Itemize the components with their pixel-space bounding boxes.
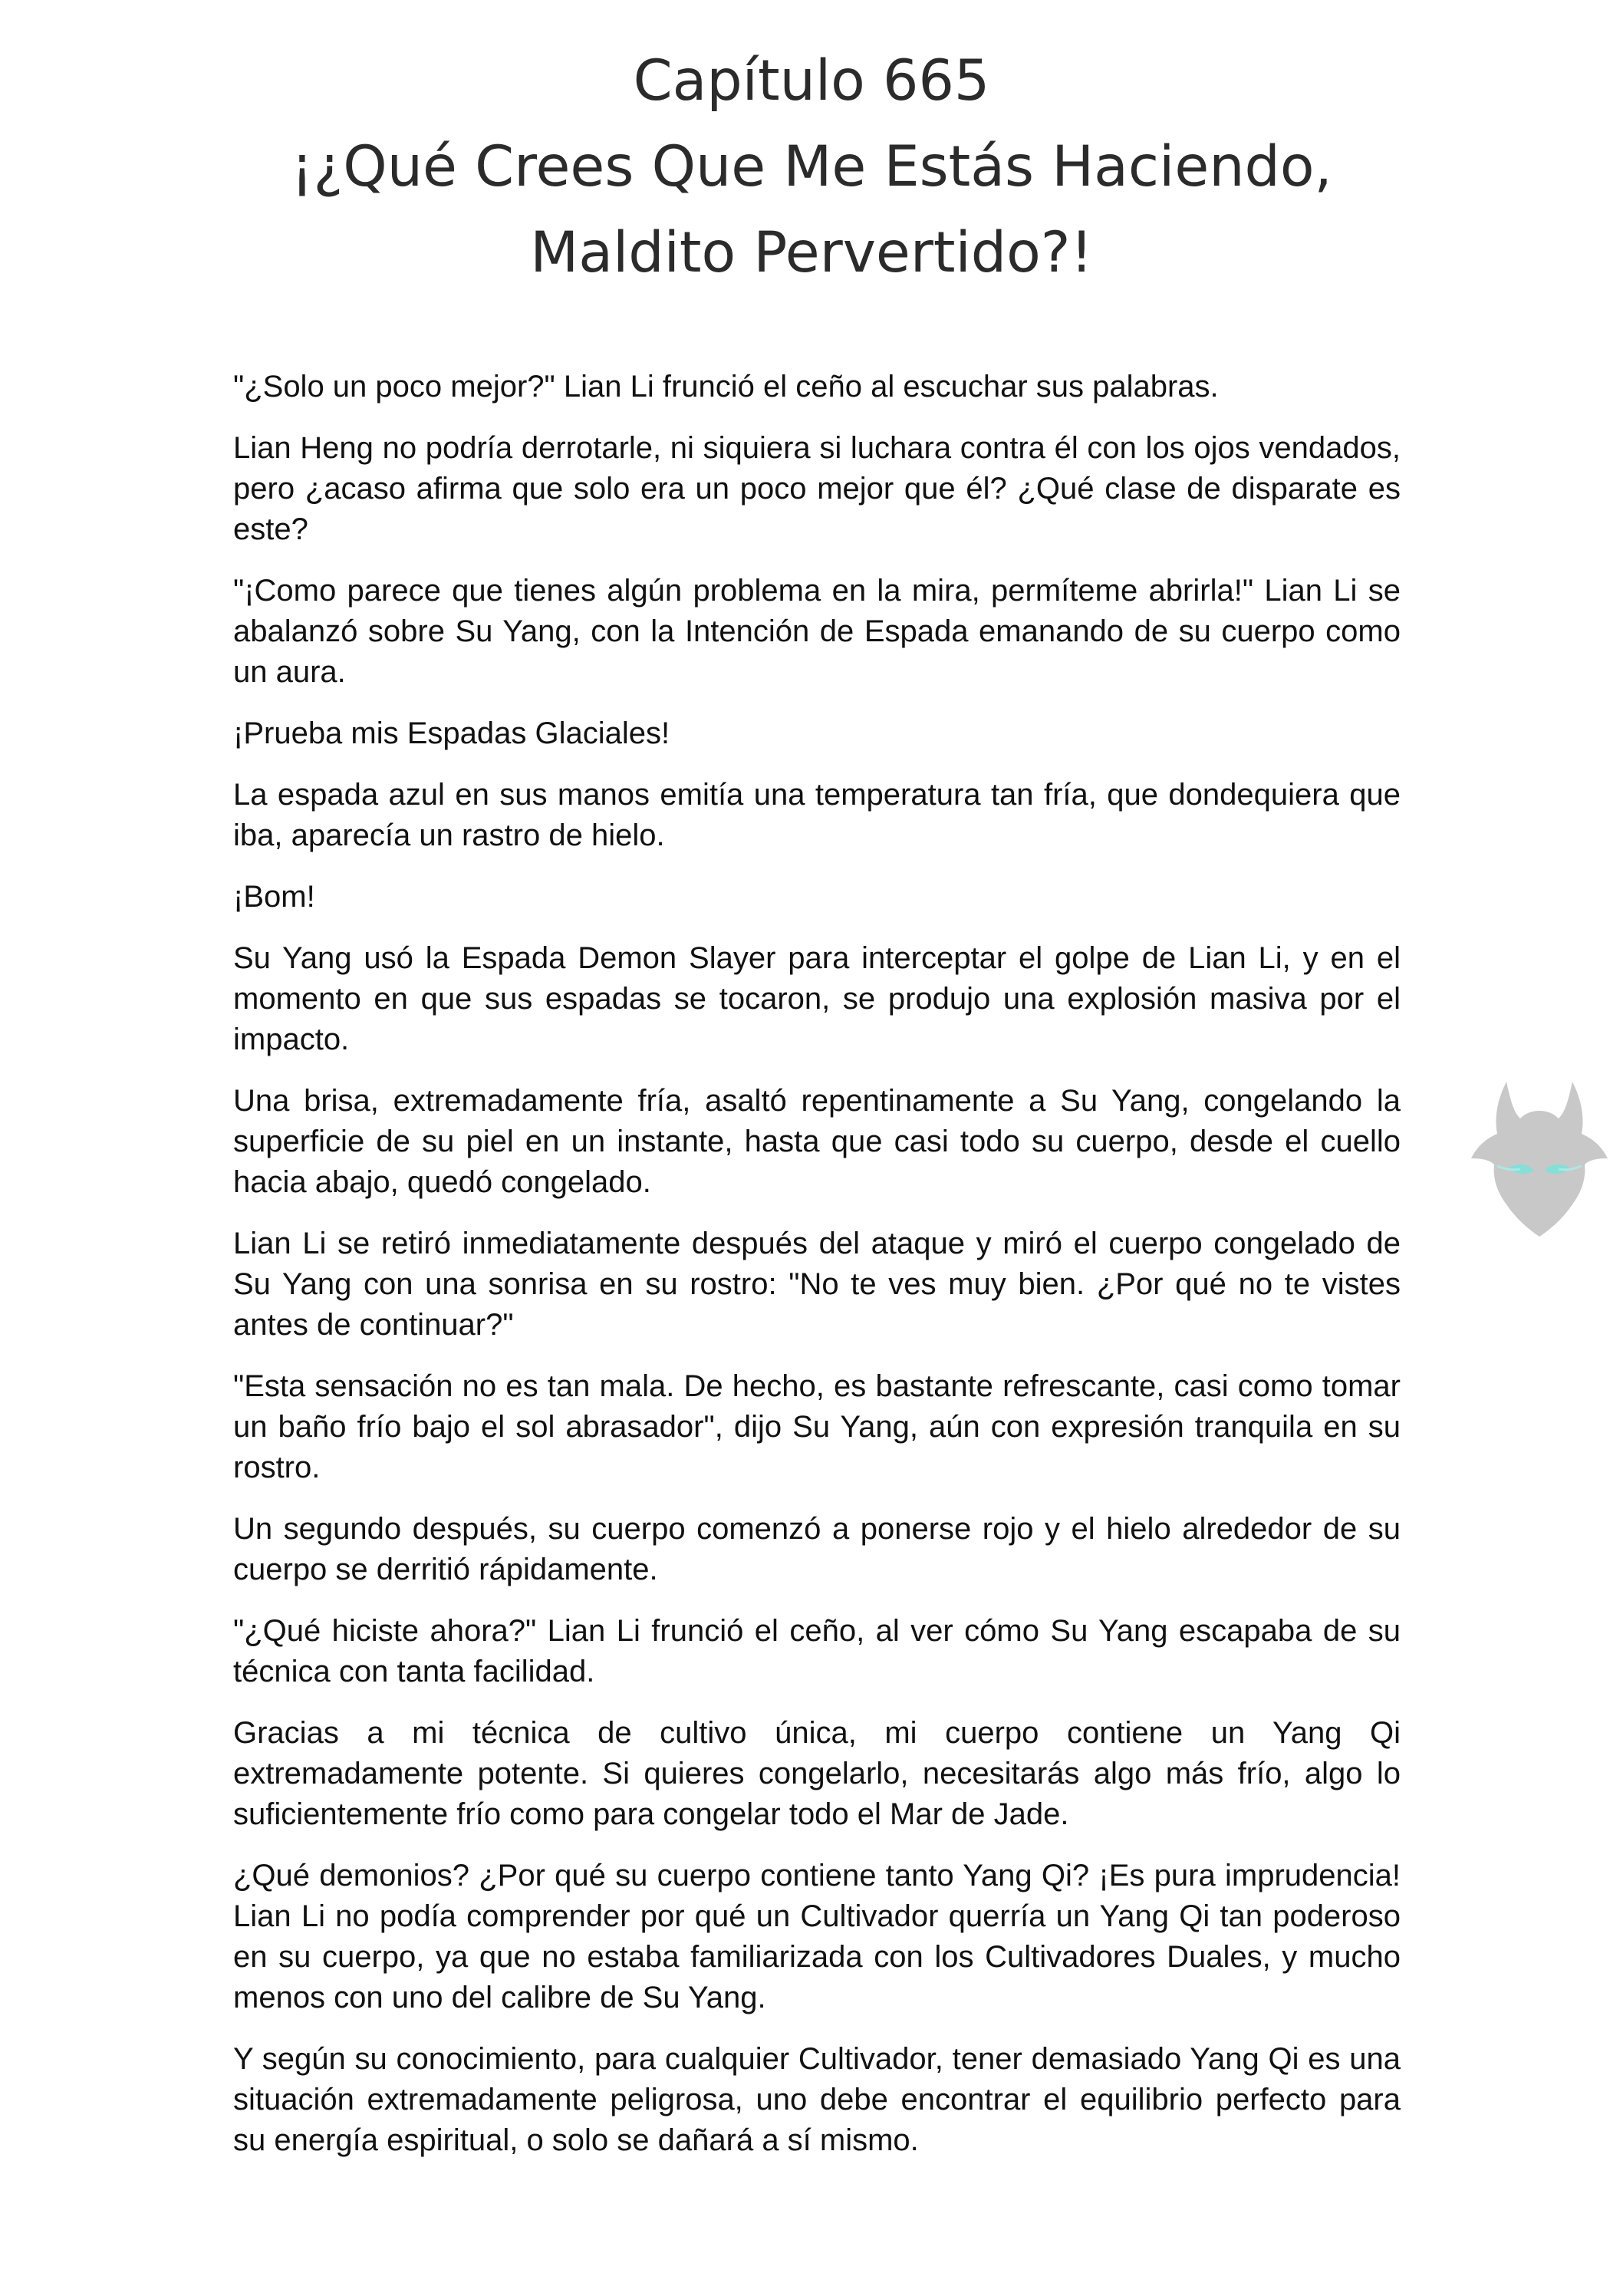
chapter-body — [233, 367, 1401, 2182]
paragraph-3: "¡Como parece que tienes algún problema en la mira, permíteme abrirla!" Lian Li se abalanzó sobre Su Yang, con la Intención de Espada emanando de su cuerpo como un aura. — [233, 574, 1401, 689]
chapter-title — [0, 38, 1623, 296]
chapter-title-line-1: ¡¿Qué Crees Que Me Estás Haciendo, — [291, 134, 1332, 199]
paragraph-8: Una brisa, extremadamente fría, asaltó repentinamente a Su Yang, congelando la superficie de su piel en un instante, hasta que casi todo su cuerpo, desde el cuello hacia abajo, quedó congelado. — [233, 1084, 1401, 1199]
paragraph-11: Un segundo después, su cuerpo comenzó a ponerse rojo y el hielo alrededor de su cuerpo se derritió rápidamente. — [233, 1512, 1401, 1586]
demon-head-logo-icon — [1467, 1072, 1612, 1241]
paragraph-2: Lian Heng no podría derrotarle, ni siquiera si luchara contra él con los ojos vendados, pero ¿acaso afirma que solo era un poco mejor que él? ¿Qué clase de disparate es este? — [233, 431, 1401, 546]
paragraph-4: ¡Prueba mis Espadas Glaciales! — [233, 716, 670, 750]
paragraph-5: La espada azul en sus manos emitía una temperatura tan fría, que dondequiera que iba, aparecía un rastro de hielo. — [233, 778, 1401, 852]
chapter-title-line-2: Maldito Pervertido?! — [530, 220, 1093, 285]
paragraph-1: "¿Solo un poco mejor?" Lian Li frunció el ceño al escuchar sus palabras. — [233, 370, 1219, 404]
paragraph-6: ¡Bom! — [233, 880, 315, 914]
paragraph-13: Gracias a mi técnica de cultivo única, mi cuerpo contiene un Yang Qi extremadamente potente. Si quieres congelarlo, necesitarás algo más frío, algo lo suficientemente frío como para congelar todo el Mar de Jade. — [233, 1716, 1401, 1831]
paragraph-9: Lian Li se retiró inmediatamente después del ataque y miró el cuerpo congelado de Su Yang con una sonrisa en su rostro: "No te ves muy bien. ¿Por qué no te vistes antes de continuar?" — [233, 1227, 1401, 1342]
paragraph-12: "¿Qué hiciste ahora?" Lian Li frunció el ceño, al ver cómo Su Yang escapaba de su técnica con tanta facilidad. — [233, 1614, 1401, 1688]
paragraph-7: Su Yang usó la Espada Demon Slayer para interceptar el golpe de Lian Li, y en el momento en que sus espadas se tocaron, se produjo una explosión masiva por el impacto. — [233, 941, 1401, 1056]
paragraph-15: Y según su conocimiento, para cualquier Cultivador, tener demasiado Yang Qi es una situación extremadamente peligrosa, uno debe encontrar el equilibrio perfecto para su energía espiritual, o solo se dañará a sí mismo. — [233, 2042, 1401, 2157]
paragraph-10: "Esta sensación no es tan mala. De hecho, es bastante refrescante, casi como tomar un baño frío bajo el sol abrasador", dijo Su Yang, aún con expresión tranquila en su rostro. — [233, 1369, 1401, 1484]
chapter-number: Capítulo 665 — [633, 48, 990, 114]
paragraph-14: ¿Qué demonios? ¿Por qué su cuerpo contiene tanto Yang Qi? ¡Es pura imprudencia! Lian Li no podía comprender por qué un Cultivador querría un Yang Qi tan poderoso en su cuerpo, ya que no estaba familiarizada con los Cultivadores Duales, y mucho menos con uno del calibre de Su Yang. — [233, 1859, 1401, 2014]
